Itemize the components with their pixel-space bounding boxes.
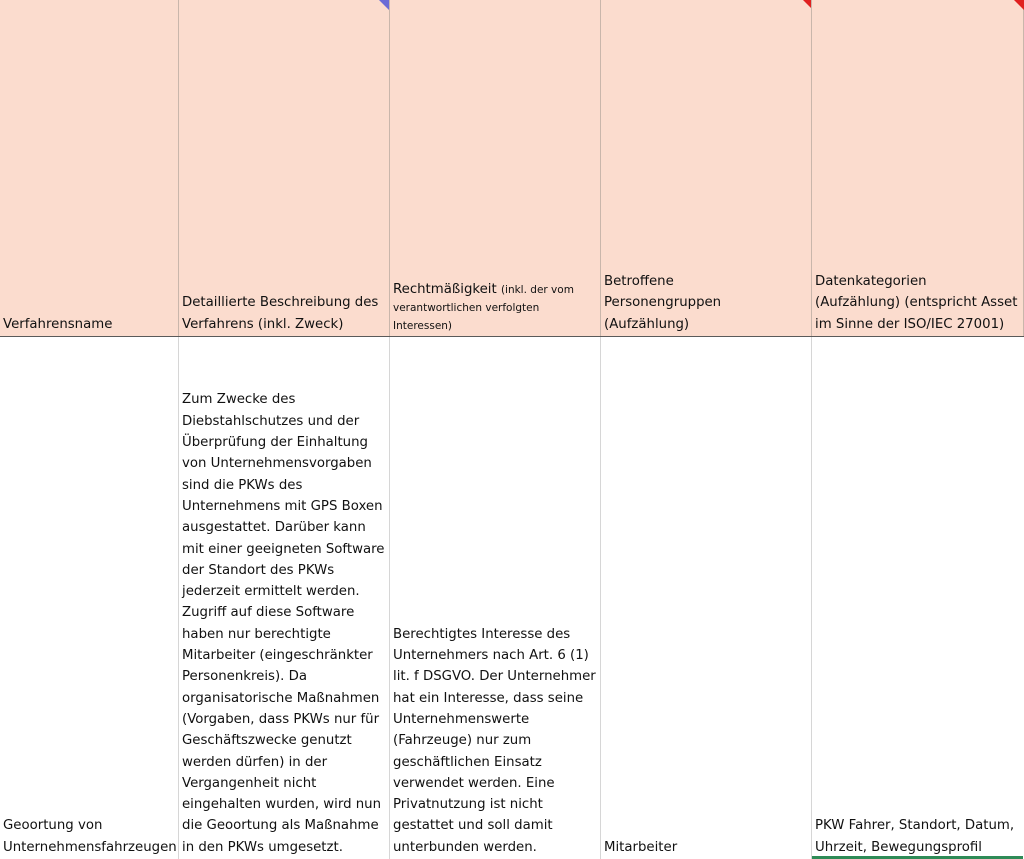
header-text: Betroffene Personengruppen (Aufzählung) [604,274,722,332]
cell-text: Berechtigtes Interesse des Unternehmers nach Art. 6 (1) lit. f DSGVO. Der Unternehmer hat ein Interesse, dass seine Unternehmenswerte (Fahrzeuge) nur zum geschäftlichen Einsatz verwendet werden. Eine Privatnutzung ist nicht gestattet und soll damit unterbunden werden. [393,626,596,855]
header-cell-beschreibung[interactable] [179,0,390,336]
header-cell-personengruppen[interactable] [601,0,812,336]
header-main-text: Rechtmäßigkeit [393,282,497,297]
header-cell-datenkategorien[interactable] [812,0,1024,336]
cell-beschreibung[interactable] [179,337,390,859]
cell-text: PKW Fahrer, Standort, Datum, Uhrzeit, Bewegungsprofil [815,818,1015,855]
data-row [0,337,1024,859]
cell-verfahrensname[interactable] [0,337,179,859]
cell-text: Mitarbeiter [604,839,678,855]
header-note-text: (inkl. der vom verantwortlichen verfolgten Interessen) [393,284,574,332]
header-text [393,281,597,335]
comment-indicator-icon[interactable] [1014,0,1024,10]
header-cell-verfahrensname[interactable] [0,0,179,336]
header-cell-rechtmaessigkeit[interactable] [390,0,601,336]
cell-personengruppen[interactable] [601,337,812,859]
cell-text: Geoortung von Unternehmensfahrzeugen [3,818,177,855]
comment-indicator-icon[interactable] [803,0,811,8]
header-row [0,0,1024,337]
header-text: Datenkategorien (Aufzählung) (entspricht Asset im Sinne der ISO/IEC 27001) [815,274,1018,332]
cell-rechtmaessigkeit[interactable] [390,337,601,859]
comment-indicator-icon[interactable] [379,0,389,10]
cell-datenkategorien[interactable] [812,337,1024,859]
cell-text: Zum Zwecke des Diebstahlschutzes und der Überprüfung der Einhaltung von Unternehmensvorgaben sind die PKWs des Unternehmens mit GPS Boxen ausgestattet. Darüber kann mit einer geeigneten Software der Standort des PKWs jederzeit ermittelt werden. Zugriff auf diese Software haben nur berechtigte Mitarbeiter (eingeschränkter Personenkreis). Da organisatorische Maßnahmen (Vorgaben, dass PKWs nur für Geschäftszwecke genutzt werden dürfen) in der Vergangenheit nicht eingehalten wurden, wird nun die Geoortung als Maßnahme in den PKWs umgesetzt. [182,392,385,855]
header-text: Verfahrensname [3,316,113,332]
header-text: Detaillierte Beschreibung des Verfahrens (inkl. Zweck) [182,295,379,332]
